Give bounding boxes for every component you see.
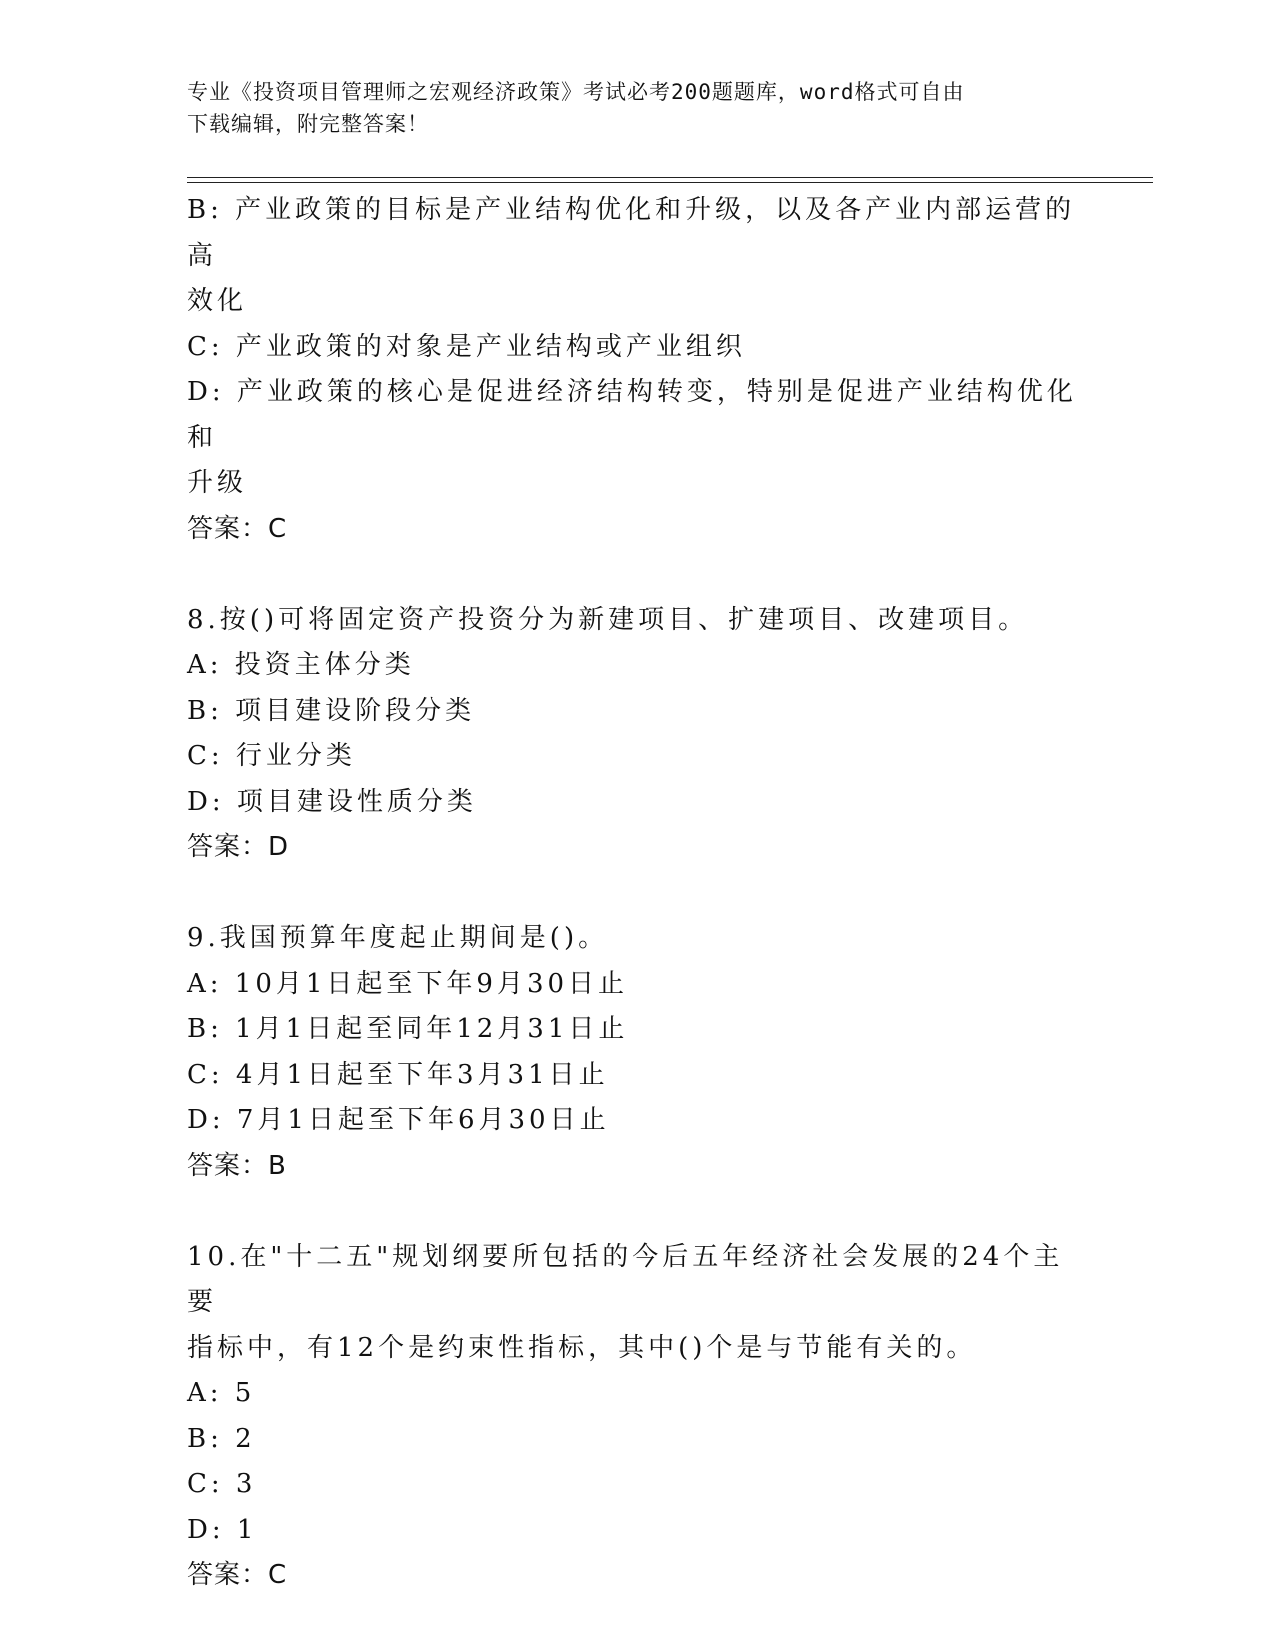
option-b: B: 项目建设阶段分类 <box>187 695 476 726</box>
option-a: A: 10月1日起至下年9月30日止 <box>187 968 629 999</box>
answer: 答案：D <box>187 832 290 862</box>
spacer <box>187 1189 1087 1235</box>
document-header <box>187 76 1067 140</box>
question-8 <box>187 598 1087 871</box>
question-list <box>187 188 1087 1599</box>
question-text-continued: 指标中，有12个是约束性指标，其中()个是与节能有关的。 <box>187 1332 977 1363</box>
option-d: D: 1 <box>187 1514 258 1545</box>
option-b-continued: 效化 <box>187 286 248 316</box>
question-text: 10.在"十二五"规划纲要所包括的今后五年经济社会发展的24个主要 <box>187 1241 1064 1317</box>
option-c: C: 3 <box>187 1469 257 1499</box>
option-b: B: 产业政策的目标是产业结构优化和升级，以及各产业内部运营的高 <box>187 195 1076 271</box>
question-10 <box>187 1235 1087 1599</box>
option-c: C: 行业分类 <box>187 741 356 771</box>
option-d: D: 7月1日起至下年6月30日止 <box>187 1105 610 1135</box>
option-a: A: 5 <box>187 1378 256 1408</box>
question-9 <box>187 916 1087 1189</box>
header-divider-bottom <box>187 182 1153 183</box>
header-line-1: 专业《投资项目管理师之宏观经济政策》考试必考200题题库，word格式可自由 <box>187 80 965 104</box>
question-text: 9.我国预算年度起止期间是()。 <box>187 923 609 953</box>
option-d: D: 项目建设性质分类 <box>187 786 477 817</box>
option-b: B: 2 <box>187 1423 256 1454</box>
question-text: 8.按()可将固定资产投资分为新建项目、扩建项目、改建项目。 <box>187 604 1029 635</box>
question-7-continued <box>187 188 1087 552</box>
answer: 答案：C <box>187 513 288 544</box>
spacer <box>187 871 1087 917</box>
option-c: C: 产业政策的对象是产业结构或产业组织 <box>187 331 746 362</box>
option-a: A: 投资主体分类 <box>187 650 415 680</box>
option-d: D: 产业政策的核心是促进经济结构转变，特别是促进产业结构优化和 <box>187 377 1077 453</box>
header-divider-top <box>187 177 1153 178</box>
answer: 答案：C <box>187 1560 288 1590</box>
option-c: C: 4月1日起至下年3月31日止 <box>187 1059 609 1090</box>
option-d-continued: 升级 <box>187 468 248 498</box>
answer: 答案：B <box>187 1150 287 1181</box>
spacer <box>187 552 1087 598</box>
header-line-2: 下载编辑，附完整答案！ <box>187 112 429 136</box>
option-b: B: 1月1日起至同年12月31日止 <box>187 1014 629 1044</box>
